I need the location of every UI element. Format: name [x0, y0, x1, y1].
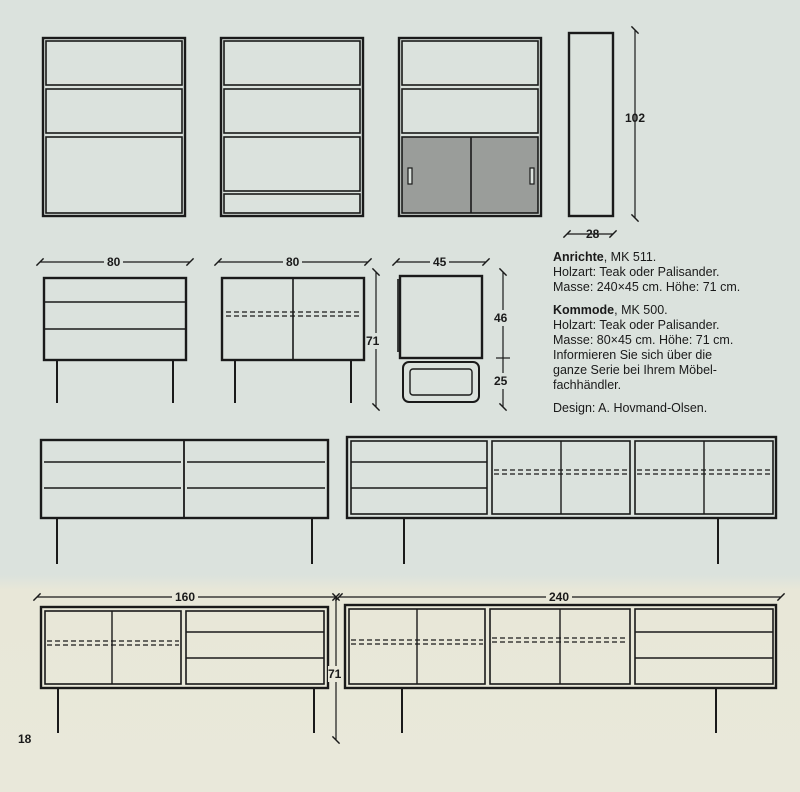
anrichte-info: Anrichte, MK 511. Holzart: Teak oder Palisander. Masse: 240×45 cm. Höhe: 71 cm.	[553, 250, 793, 295]
kommode-info-1: Informieren Sie sich über die	[553, 348, 713, 362]
dim-height-102: 102	[625, 111, 646, 125]
kommode-doors	[218, 262, 376, 407]
kommode-name: Kommode	[553, 303, 615, 317]
anrichte-wood: Holzart: Teak oder Palisander.	[553, 265, 720, 279]
sideboard-240-mixed	[347, 437, 776, 564]
sideboard-240-doors-drawers	[339, 597, 781, 733]
wall-unit-side	[567, 30, 635, 234]
kommode-model: MK 500.	[621, 303, 668, 317]
sideboard-160-doors-drawers	[37, 597, 336, 740]
dim-width-160: 160	[172, 591, 198, 603]
dim-width-80-mid: 80	[283, 256, 302, 268]
design-credit: Design: A. Hovmand-Olsen.	[553, 401, 708, 415]
dim-width-80-left: 80	[104, 256, 123, 268]
sideboard-160-drawers	[41, 440, 328, 564]
dim-height-46: 46	[494, 311, 508, 325]
dim-width-240: 240	[546, 591, 572, 603]
anrichte-size: Masse: 240×45 cm. Höhe: 71 cm.	[553, 280, 741, 294]
dim-height-71-bottom: 71	[328, 667, 342, 681]
dim-height-25: 25	[494, 374, 508, 388]
wall-unit-3	[399, 38, 541, 216]
dim-height-71-mid: 71	[366, 334, 380, 348]
product-description	[553, 250, 793, 424]
anrichte-model: MK 511.	[610, 250, 657, 264]
kommode-size: Masse: 80×45 cm. Höhe: 71 cm.	[553, 333, 734, 347]
kommode-side	[396, 262, 510, 407]
kommode-info-2: ganze Serie bei Ihrem Möbel-	[553, 363, 717, 377]
kommode-info: Kommode, MK 500. Holzart: Teak oder Palisander. Masse: 80×45 cm. Höhe: 71 cm. Informieren Sie sich über die ganze Serie bei Ihrem Möbel- fachhändler.	[553, 303, 793, 393]
page-number: 18	[18, 732, 32, 746]
kommode-wood: Holzart: Teak oder Palisander.	[553, 318, 720, 332]
kommode-info-3: fachhändler.	[553, 378, 622, 392]
wall-unit-1	[43, 38, 185, 216]
wall-unit-2	[221, 38, 363, 216]
anrichte-name: Anrichte	[553, 250, 604, 264]
kommode-drawers	[40, 262, 190, 403]
dim-depth-45: 45	[430, 256, 449, 268]
dim-depth-28: 28	[586, 227, 600, 241]
